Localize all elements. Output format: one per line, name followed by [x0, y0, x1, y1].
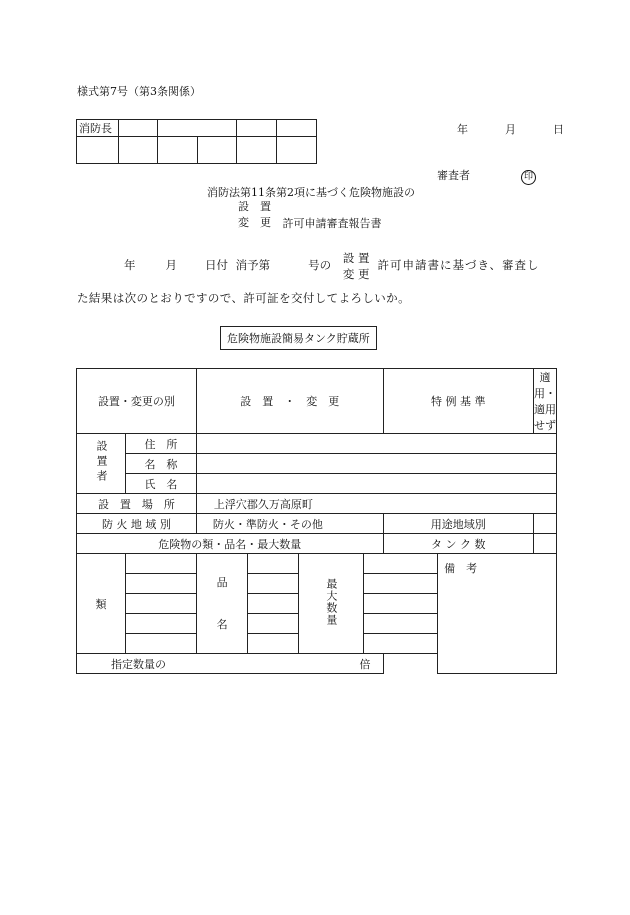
stamp-cell — [119, 137, 158, 164]
company-name-label: 名 称 — [126, 454, 197, 474]
date-line — [457, 121, 564, 137]
address-label: 住 所 — [126, 434, 197, 454]
seal-mark: 印 — [521, 170, 536, 185]
max-qty-cell — [363, 634, 437, 654]
location-value: 上浮穴郡久万高原町 — [196, 494, 556, 514]
tank-count-label: タ ン ク 数 — [383, 534, 533, 554]
item-name-bottom: 名 — [216, 617, 228, 631]
designated-qty-label: 指定数量の — [111, 657, 166, 671]
stamp-cell — [237, 120, 277, 137]
reviewer — [437, 167, 536, 185]
body-prefix: 消予第 — [235, 258, 271, 272]
max-qty-cell — [363, 574, 437, 594]
title-option-change: 変 更 — [238, 216, 271, 229]
special-standard-label: 特 例 基 準 — [383, 369, 533, 434]
install-change-label: 設置・変更の別 — [77, 369, 197, 434]
body-line2: た結果は次のとおりですので、許可証を交付してよろしいか。 — [77, 291, 410, 305]
report-title-line2 — [238, 199, 382, 231]
max-qty-label: 最大数量 — [324, 578, 338, 626]
class-cell — [126, 614, 197, 634]
approval-stamp-grid — [76, 119, 317, 164]
item-name-cell — [248, 614, 299, 634]
item-name-cell — [248, 554, 299, 574]
class-cell — [126, 574, 197, 594]
body-option-change: 変 更 — [342, 267, 370, 281]
max-qty-cell — [363, 614, 437, 634]
person-name-label: 氏 名 — [126, 474, 197, 494]
stamp-cell — [237, 137, 277, 164]
date-day: 日 — [553, 123, 564, 136]
max-qty-cell — [363, 554, 437, 574]
address-value — [196, 434, 556, 454]
form-number: 様式第7号（第3条関係） — [77, 85, 201, 98]
body-number-suffix: 号の — [308, 258, 332, 272]
facility-type-box: 危険物施設簡易タンク貯蔵所 — [220, 326, 377, 350]
remarks-label: 備 考 — [444, 562, 478, 575]
report-table — [76, 368, 557, 674]
report-title-line1: 消防法第11条第2項に基づく危険物施設の — [207, 186, 415, 199]
stamp-cell — [277, 137, 317, 164]
designated-qty-unit: 倍 — [359, 657, 371, 671]
stamp-cell — [158, 137, 198, 164]
use-zone-label: 用途地域別 — [383, 514, 533, 534]
stamp-cell — [197, 137, 237, 164]
stamp-cell — [158, 120, 237, 137]
location-label: 設 置 場 所 — [77, 494, 197, 514]
item-name-cell — [248, 634, 299, 654]
class-label: 類 — [77, 554, 126, 654]
installer-label: 設置者 — [95, 439, 108, 485]
install-change-value: 設 置 ・ 変 更 — [196, 369, 383, 434]
body-dated: 日付 — [205, 258, 228, 272]
use-zone-value — [533, 514, 556, 534]
tank-count-value — [533, 534, 556, 554]
title-option-install: 設 置 — [238, 200, 271, 213]
body-line1 — [124, 250, 540, 282]
stamp-cell — [77, 137, 119, 164]
item-name-top: 品 — [216, 575, 228, 589]
body-month: 月 — [165, 258, 177, 272]
max-qty-cell — [363, 594, 437, 614]
item-name-cell — [248, 594, 299, 614]
reviewer-label: 審査者 — [437, 169, 470, 182]
chief-label: 消防長 — [77, 120, 119, 137]
stamp-cell — [119, 120, 158, 137]
person-name-value — [196, 474, 556, 494]
fire-zone-value: 防火・準防火・その他 — [196, 514, 383, 534]
class-cell — [126, 554, 197, 574]
body-year: 年 — [124, 258, 136, 272]
designated-qty-row — [77, 654, 384, 674]
item-name-cell — [248, 574, 299, 594]
remarks-cell — [438, 554, 557, 674]
date-month: 月 — [505, 123, 516, 136]
fire-zone-label: 防 火 地 域 別 — [77, 514, 197, 534]
company-name-value — [196, 454, 556, 474]
title-suffix: 許可申請審査報告書 — [282, 217, 382, 230]
special-standard-value: 適用・適用せず — [533, 369, 556, 434]
item-name-label — [196, 554, 247, 654]
body-option-install: 設 置 — [342, 251, 370, 265]
class-cell — [126, 594, 197, 614]
body-rest: 許可申請書に基づき、審査し — [377, 258, 540, 272]
hazmat-header: 危険物の類・品名・最大数量 — [77, 534, 384, 554]
date-year: 年 — [457, 123, 468, 136]
class-cell — [126, 634, 197, 654]
stamp-cell — [277, 120, 317, 137]
